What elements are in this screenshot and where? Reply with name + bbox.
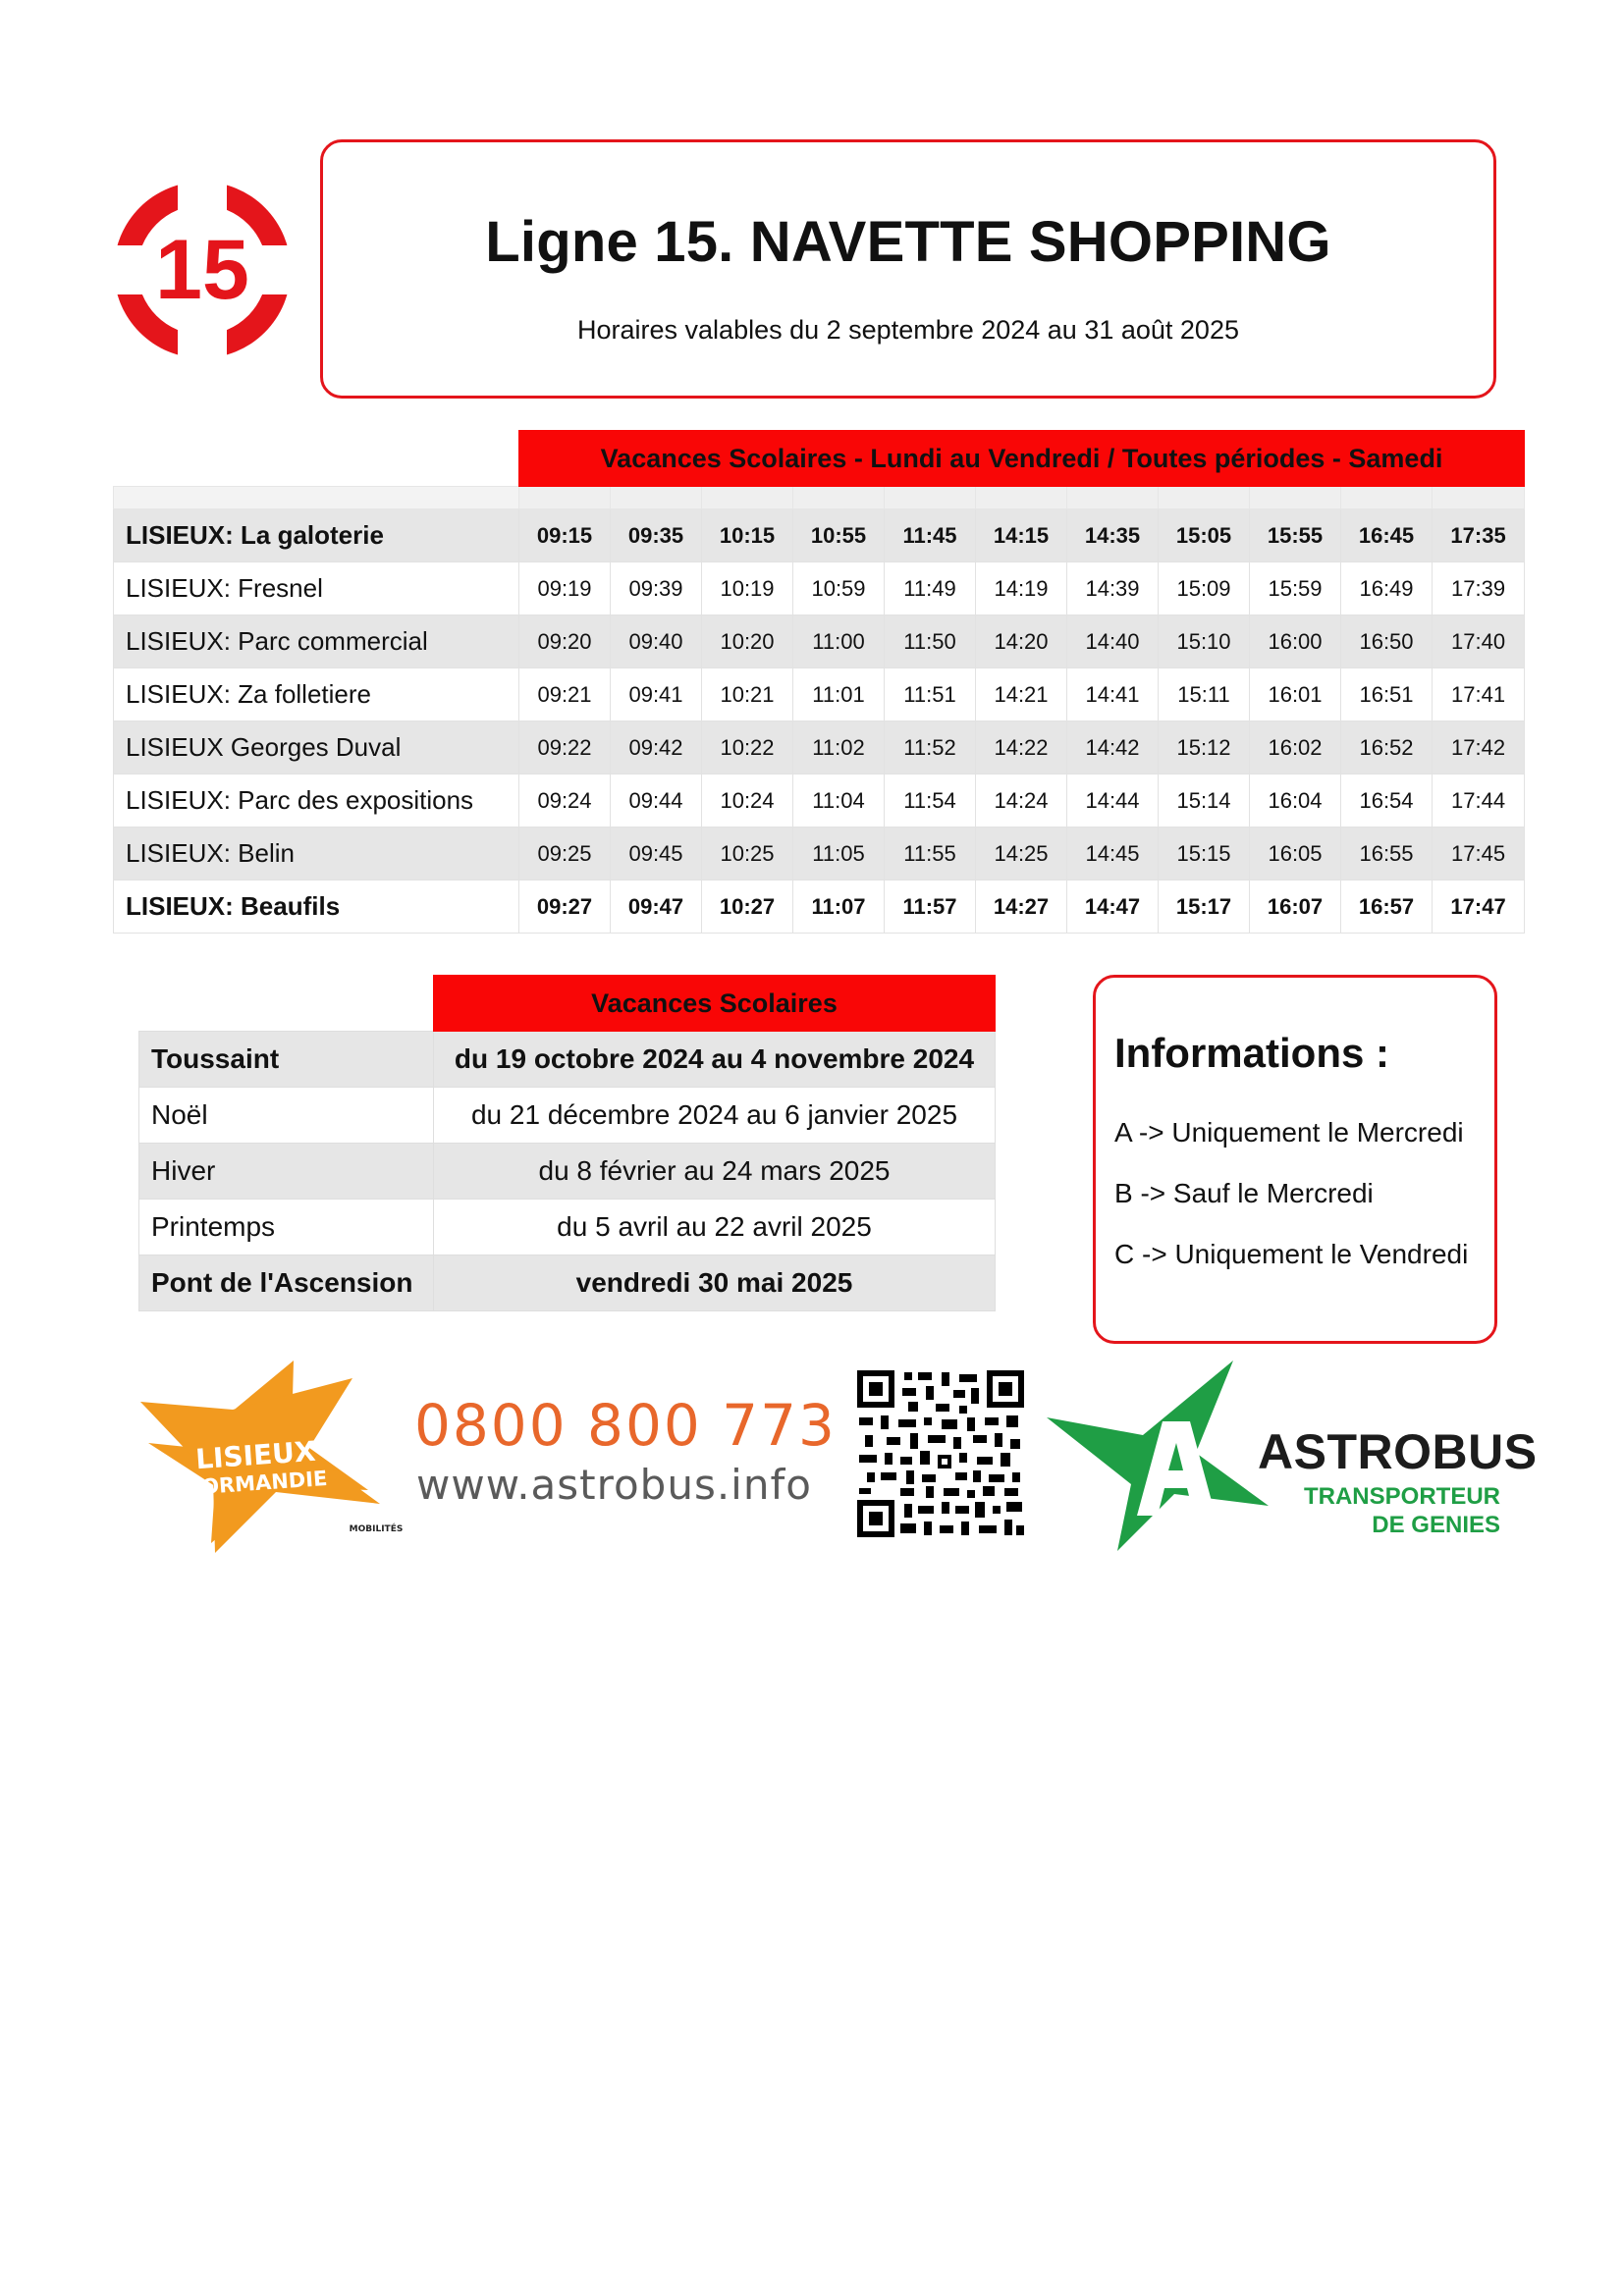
header-box (320, 139, 1496, 399)
departure-time: 15:11 (1159, 668, 1250, 721)
departure-time: 16:01 (1250, 668, 1341, 721)
stop-name: LISIEUX Georges Duval (114, 721, 519, 774)
departure-time: 17:41 (1433, 668, 1525, 721)
departure-time: 11:49 (885, 562, 976, 615)
school-holidays-table (138, 975, 996, 1311)
departure-time: 15:59 (1250, 562, 1341, 615)
table-row (114, 774, 1525, 828)
holiday-name: Printemps (139, 1200, 434, 1255)
lisieux-logo-line2: NORMANDIE (183, 1466, 329, 1501)
departure-time: 17:45 (1433, 828, 1525, 881)
departure-time: 14:40 (1067, 615, 1159, 668)
departure-time: 15:55 (1250, 509, 1341, 562)
table-row (114, 615, 1525, 668)
page-title: Ligne 15. NAVETTE SHOPPING (485, 210, 1331, 274)
phone-number: 0800 800 773 (414, 1392, 837, 1459)
departure-time: 09:22 (519, 721, 611, 774)
departure-time: 11:50 (885, 615, 976, 668)
departure-time: 09:20 (519, 615, 611, 668)
timetable (113, 430, 1525, 934)
departure-time: 15:15 (1159, 828, 1250, 881)
holiday-dates: du 19 octobre 2024 au 4 novembre 2024 (434, 1032, 996, 1088)
departure-time: 14:44 (1067, 774, 1159, 828)
departure-time: 14:24 (976, 774, 1067, 828)
departure-time: 09:25 (519, 828, 611, 881)
departure-time: 09:47 (611, 881, 702, 934)
holiday-dates: du 5 avril au 22 avril 2025 (434, 1200, 996, 1255)
lisieux-logo-line3: MOBILITÉS (349, 1524, 404, 1534)
stop-name: LISIEUX: Parc des expositions (114, 774, 519, 828)
departure-time: 09:39 (611, 562, 702, 615)
departure-time: 16:04 (1250, 774, 1341, 828)
table-row (139, 1032, 996, 1088)
stop-name: LISIEUX: La galoterie (114, 509, 519, 562)
departure-time: 14:35 (1067, 509, 1159, 562)
departure-time: 09:44 (611, 774, 702, 828)
departure-time: 10:24 (702, 774, 793, 828)
departure-time: 11:04 (793, 774, 885, 828)
departure-time: 16:07 (1250, 881, 1341, 934)
departure-time: 10:55 (793, 509, 885, 562)
astrobus-star-logo (1047, 1359, 1269, 1551)
lisieux-logo-line1: LISIEUX (194, 1434, 317, 1476)
validity-period: Horaires valables du 2 septembre 2024 au 31 août 2025 (577, 315, 1239, 345)
table-row (114, 828, 1525, 881)
departure-time: 17:39 (1433, 562, 1525, 615)
table-row (114, 721, 1525, 774)
departure-time: 10:59 (793, 562, 885, 615)
departure-time: 16:49 (1341, 562, 1433, 615)
departure-time: 15:12 (1159, 721, 1250, 774)
departure-time: 10:20 (702, 615, 793, 668)
departure-time: 15:17 (1159, 881, 1250, 934)
header-blank-cell (114, 431, 519, 487)
departure-time: 14:25 (976, 828, 1067, 881)
departure-time: 11:45 (885, 509, 976, 562)
departure-time: 16:54 (1341, 774, 1433, 828)
holiday-name: Hiver (139, 1144, 434, 1200)
info-box (1093, 975, 1497, 1344)
departure-time: 10:25 (702, 828, 793, 881)
departure-time: 14:21 (976, 668, 1067, 721)
departure-time: 14:45 (1067, 828, 1159, 881)
astrobus-tagline-2: DE GENIES (1372, 1512, 1500, 1538)
departure-time: 11:54 (885, 774, 976, 828)
departure-time: 11:00 (793, 615, 885, 668)
departure-time: 10:27 (702, 881, 793, 934)
header-blank-cell (139, 976, 434, 1032)
departure-time: 11:51 (885, 668, 976, 721)
info-title: Informations : (1114, 1030, 1389, 1076)
table-row (114, 509, 1525, 562)
table-row (139, 1144, 996, 1200)
departure-time: 09:24 (519, 774, 611, 828)
departure-time: 14:41 (1067, 668, 1159, 721)
holiday-dates: du 8 février au 24 mars 2025 (434, 1144, 996, 1200)
departure-time: 17:44 (1433, 774, 1525, 828)
departure-time: 09:40 (611, 615, 702, 668)
line-number: 15 (155, 223, 249, 317)
info-item-a: A -> Uniquement le Mercredi (1114, 1117, 1464, 1148)
departure-time: 16:57 (1341, 881, 1433, 934)
table-row (139, 1255, 996, 1311)
departure-time: 11:02 (793, 721, 885, 774)
holiday-dates: vendredi 30 mai 2025 (434, 1255, 996, 1311)
departure-time: 15:14 (1159, 774, 1250, 828)
spacer-row (114, 487, 1525, 509)
departure-time: 09:27 (519, 881, 611, 934)
departure-time: 16:45 (1341, 509, 1433, 562)
departure-time: 11:57 (885, 881, 976, 934)
departure-time: 15:05 (1159, 509, 1250, 562)
departure-time: 16:50 (1341, 615, 1433, 668)
departure-time: 09:45 (611, 828, 702, 881)
departure-time: 10:15 (702, 509, 793, 562)
departure-time: 10:22 (702, 721, 793, 774)
departure-time: 09:15 (519, 509, 611, 562)
departure-time: 15:09 (1159, 562, 1250, 615)
departure-time: 11:05 (793, 828, 885, 881)
departure-time: 14:20 (976, 615, 1067, 668)
departure-time: 14:42 (1067, 721, 1159, 774)
departure-time: 09:19 (519, 562, 611, 615)
table-row (139, 1200, 996, 1255)
departure-time: 09:41 (611, 668, 702, 721)
departure-time: 11:07 (793, 881, 885, 934)
departure-time: 11:55 (885, 828, 976, 881)
info-item-b: B -> Sauf le Mercredi (1114, 1178, 1374, 1208)
holiday-dates: du 21 décembre 2024 au 6 janvier 2025 (434, 1088, 996, 1144)
departure-time: 09:42 (611, 721, 702, 774)
departure-time: 17:42 (1433, 721, 1525, 774)
departure-time: 14:15 (976, 509, 1067, 562)
departure-time: 09:35 (611, 509, 702, 562)
astrobus-name: ASTROBUS (1258, 1424, 1538, 1479)
departure-time: 14:39 (1067, 562, 1159, 615)
departure-time: 16:52 (1341, 721, 1433, 774)
departure-time: 16:02 (1250, 721, 1341, 774)
qr-code-icon[interactable] (857, 1370, 1024, 1537)
departure-time: 16:00 (1250, 615, 1341, 668)
stop-name: LISIEUX: Parc commercial (114, 615, 519, 668)
table-row (114, 881, 1525, 934)
departure-time: 14:19 (976, 562, 1067, 615)
stop-name: LISIEUX: Fresnel (114, 562, 519, 615)
lisieux-normandie-logo (140, 1357, 407, 1557)
stop-name: LISIEUX: Za folletiere (114, 668, 519, 721)
table-row (114, 668, 1525, 721)
departure-time: 17:47 (1433, 881, 1525, 934)
departure-time: 11:52 (885, 721, 976, 774)
holidays-header: Vacances Scolaires (434, 976, 996, 1032)
departure-time: 09:21 (519, 668, 611, 721)
period-header: Vacances Scolaires - Lundi au Vendredi / Toutes périodes - Samedi (519, 431, 1525, 487)
holiday-name: Toussaint (139, 1032, 434, 1088)
departure-time: 14:27 (976, 881, 1067, 934)
table-row (114, 562, 1525, 615)
stop-name: LISIEUX: Belin (114, 828, 519, 881)
line-15-badge (111, 179, 294, 361)
departure-time: 15:10 (1159, 615, 1250, 668)
departure-time: 16:05 (1250, 828, 1341, 881)
holiday-name: Noël (139, 1088, 434, 1144)
departure-time: 17:40 (1433, 615, 1525, 668)
departure-time: 16:51 (1341, 668, 1433, 721)
info-item-c: C -> Uniquement le Vendredi (1114, 1239, 1469, 1269)
table-row (139, 1088, 996, 1144)
departure-time: 14:22 (976, 721, 1067, 774)
departure-time: 14:47 (1067, 881, 1159, 934)
website-link[interactable]: www.astrobus.info (416, 1461, 812, 1509)
departure-time: 11:01 (793, 668, 885, 721)
departure-time: 10:19 (702, 562, 793, 615)
departure-time: 17:35 (1433, 509, 1525, 562)
departure-time: 10:21 (702, 668, 793, 721)
departure-time: 16:55 (1341, 828, 1433, 881)
astrobus-tagline-1: TRANSPORTEUR (1303, 1483, 1500, 1510)
holiday-name: Pont de l'Ascension (139, 1255, 434, 1311)
stop-name: LISIEUX: Beaufils (114, 881, 519, 934)
